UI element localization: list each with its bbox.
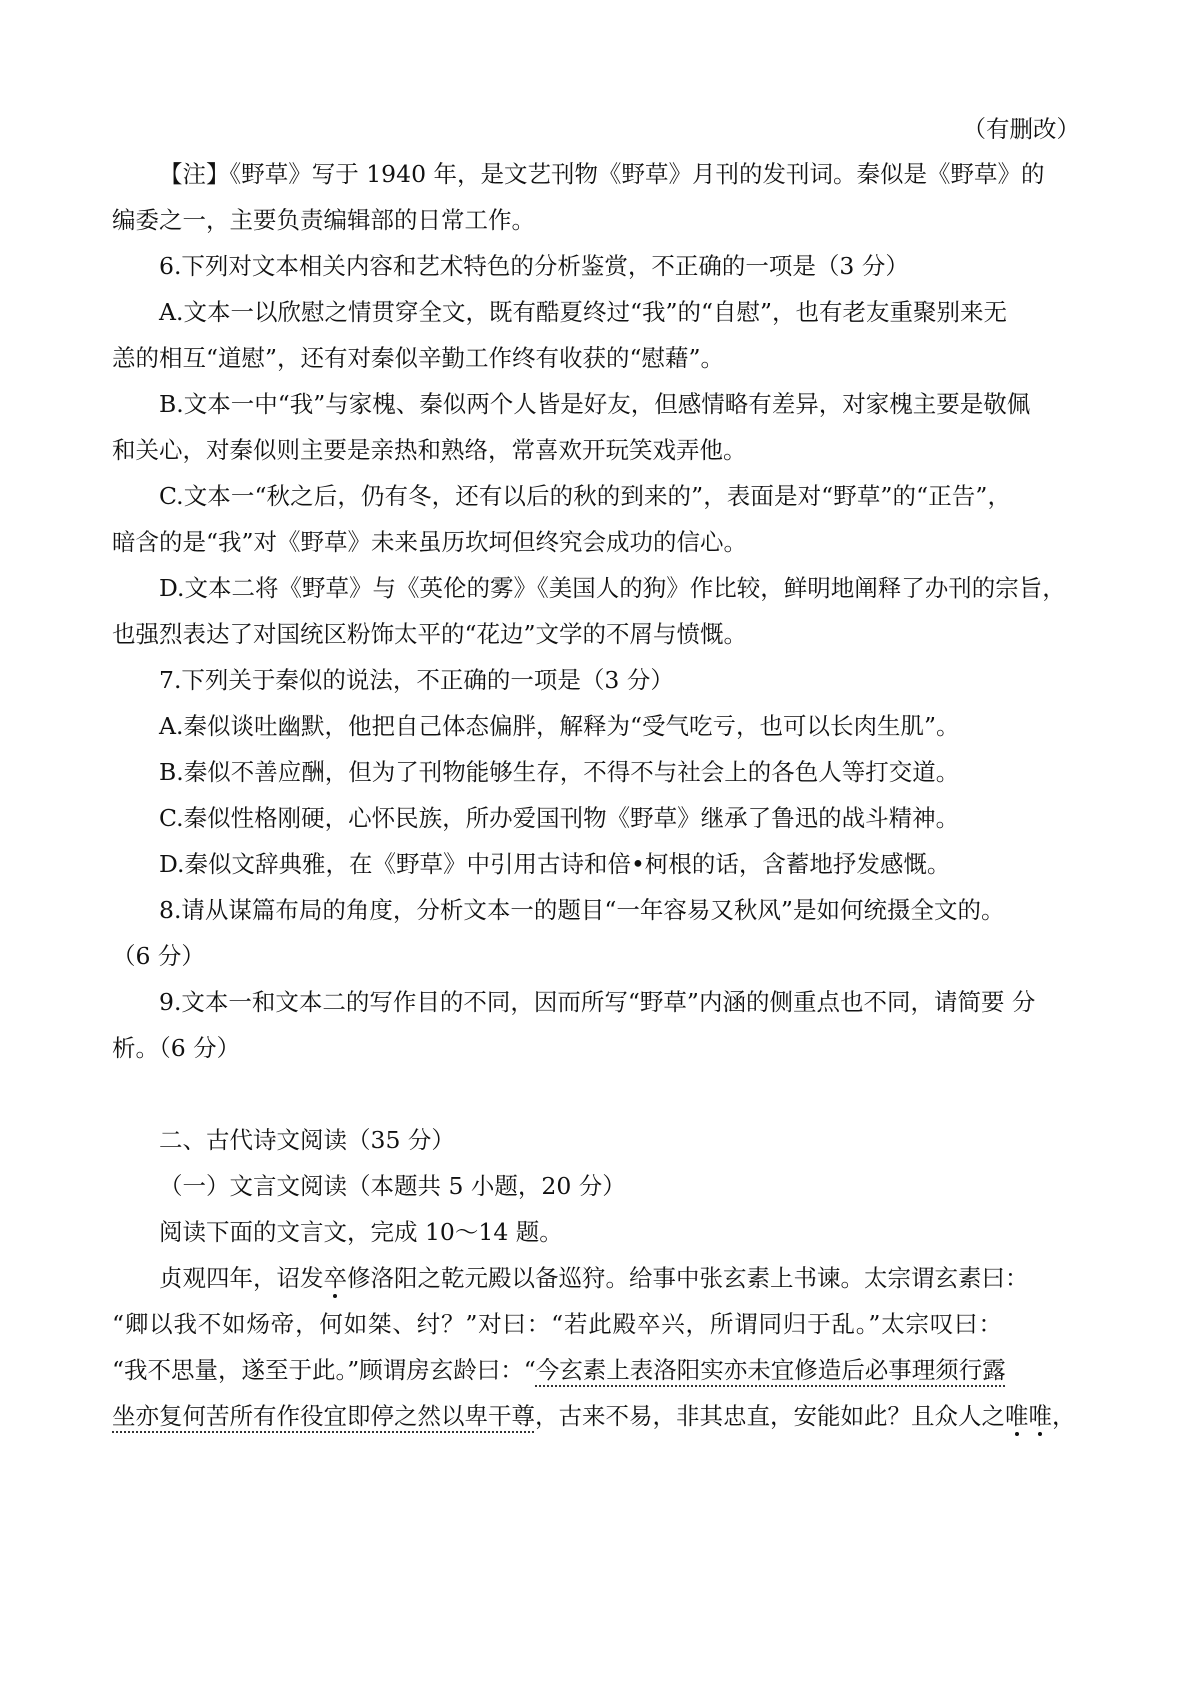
- note-line-1: 【注】《野草》写于 1940 年，是文艺刊物《野草》月刊的发刊词。秦似是《野草》的: [159, 160, 1045, 188]
- passage-text: ，古来不易，非其忠直，安能如此？且众人之: [535, 1402, 1005, 1430]
- passage-text: 贞观四年，诏发: [159, 1264, 324, 1292]
- source-note: （有删改）: [962, 115, 1080, 143]
- passage-line-1: [159, 1262, 1029, 1294]
- section-2-heading: 二、古代诗文阅读（35 分）: [159, 1126, 455, 1154]
- section-2-instruction: 阅读下面的文言文，完成 10～14 题。: [159, 1218, 563, 1246]
- question-6-option-c-line-1: C.文本一“秋之后，仍有冬，还有以后的秋的到来的”，表面是对“野草”的“正告”，: [159, 482, 1011, 510]
- dotted-underline-passage: 坐亦复何苦所有作役宜即停之然以卑干尊: [112, 1402, 535, 1430]
- question-7-option-d: D.秦似文辞典雅，在《野草》中引用古诗和倍•柯根的话，含蓄地抒发感慨。: [159, 850, 951, 878]
- passage-text: ，: [1052, 1402, 1076, 1430]
- passage-text: 修洛阳之乾元殿以备巡狩。给事中张玄素上书谏。太宗谓玄素曰：: [347, 1264, 1029, 1292]
- question-8-line-1: 8.请从谋篇布局的角度，分析文本一的题目“一年容易又秋风”是如何统摄全文的。: [159, 896, 1005, 924]
- question-6-option-a-line-2: 恙的相互“道慰”，还有对秦似辛勤工作终有收获的“慰藉”。: [112, 344, 725, 372]
- question-6-option-b-line-1: B.文本一中“我”与家槐、秦似两个人皆是好友，但感情略有差异，对家槐主要是敬佩: [159, 390, 1031, 418]
- question-9-line-1: 9.文本一和文本二的写作目的不同，因而所写“野草”内涵的侧重点也不同，请简要 分: [159, 988, 1036, 1016]
- question-6-option-d-line-1: D.文本二将《野草》与《英伦的雾》《美国人的狗》作比较，鲜明地阐释了办刊的宗旨，: [159, 574, 1066, 602]
- note-line-2: 编委之一，主要负责编辑部的日常工作。: [112, 206, 535, 234]
- question-7-stem: 7.下列关于秦似的说法，不正确的一项是（3 分）: [159, 666, 674, 694]
- question-9-line-2: 析。（6 分）: [112, 1034, 241, 1062]
- section-2-subheading: （一）文言文阅读（本题共 5 小题，20 分）: [159, 1172, 626, 1200]
- question-6-option-b-line-2: 和关心，对秦似则主要是亲热和熟络，常喜欢开玩笑戏弄他。: [112, 436, 747, 464]
- question-7-option-b: B.秦似不善应酬，但为了刊物能够生存，不得不与社会上的各色人等打交道。: [159, 758, 960, 786]
- passage-line-3: [112, 1354, 1006, 1386]
- question-6-option-a-line-1: A.文本一以欣慰之情贯穿全文，既有酷夏终过“我”的“自慰”，也有老友重聚别来无: [159, 298, 1007, 326]
- question-7-option-c: C.秦似性格刚硬，心怀民族，所办爱国刊物《野草》继承了鲁迅的战斗精神。: [159, 804, 960, 832]
- question-6-stem: 6.下列对文本相关内容和艺术特色的分析鉴赏，不正确的一项是（3 分）: [159, 252, 909, 280]
- emphasis-mark-character: 唯: [1028, 1402, 1052, 1430]
- question-7-option-a: A.秦似谈吐幽默，他把自己体态偏胖，解释为“受气吃亏，也可以长肉生肌”。: [159, 712, 960, 740]
- passage-line-4: [112, 1400, 1076, 1432]
- passage-text: “我不思量，遂至于此。”顾谓房玄龄曰：“: [112, 1356, 536, 1384]
- question-8-line-2: （6 分）: [112, 942, 205, 970]
- question-6-option-d-line-2: 也强烈表达了对国统区粉饰太平的“花边”文学的不屑与愤慨。: [112, 620, 748, 648]
- emphasis-mark-character: 卒: [323, 1264, 347, 1292]
- emphasis-mark-character: 唯: [1005, 1402, 1029, 1430]
- dotted-underline-passage: 今玄素上表洛阳实亦未宜修造后必事理须行露: [535, 1356, 1006, 1384]
- question-6-option-c-line-2: 暗含的是“我”对《野草》未来虽历坎坷但终究会成功的信心。: [112, 528, 748, 556]
- passage-line-2: “卿以我不如炀帝，何如桀、纣？”对曰：“若此殿卒兴，所谓同归于乱。”太宗叹曰：: [112, 1310, 1002, 1338]
